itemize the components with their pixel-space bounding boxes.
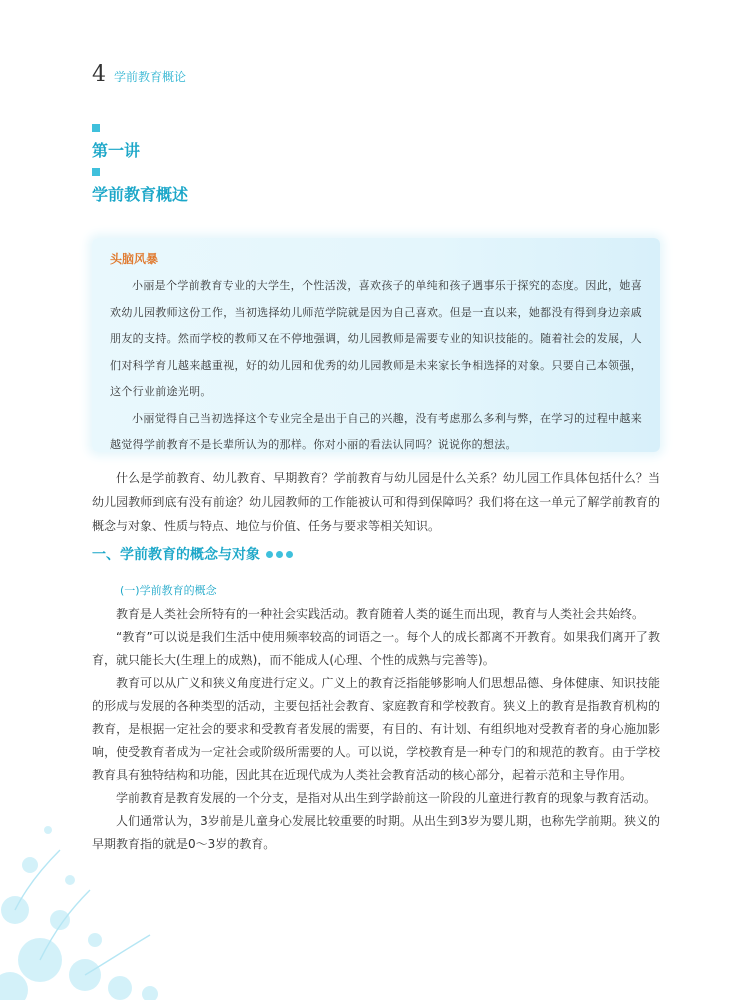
running-title: 学前教育概论 [114,70,187,84]
lecture-number: 第一讲 [92,141,141,160]
lecture-title: 学前教育概述 [92,185,189,204]
intro-block [92,466,660,538]
body-paragraph: 学前教育是教育发展的一个分支，是指对从出生到学龄前这一阶段的儿童进行教育的现象与教育活动。 [116,791,657,805]
body-paragraph: “教育”可以说是我们生活中使用频率较高的词语之一。每个人的成长都离不开教育。如果我们离开了教育，就只能长大(生理上的成熟)，而不能成人(心理、个性的成熟与完善等)。 [92,630,660,667]
lecture-title-block [92,168,188,205]
brainstorm-title: 头脑风暴 [110,252,159,266]
section-heading [92,544,296,564]
lecture-number-block [92,124,140,161]
subsection-title: (一)学前教育的概念 [120,584,217,597]
running-header [92,62,186,87]
section-title: 一、学前教育的概念与对象 [92,547,260,563]
brainstorm-box [92,238,660,452]
square-bullet-icon [92,124,100,132]
page-number: 4 [92,62,106,87]
brainstorm-paragraph: 小丽是个学前教育专业的大学生，个性活泼，喜欢孩子的单纯和孩子遇事乐于探究的态度。因此，她喜欢幼儿园教师这份工作，当初选择幼儿师范学院就是因为自己喜欢。但是一直以来，她都没有得到身边亲戚朋友的支持。然而学校的教师又在不停地强调，幼儿园教师是需要专业的知识技能的。随着社会的发展，人们对科学育儿越来越重视，好的幼儿园和优秀的幼儿园教师是未来家长争相选择的对象。只要自己本领强，这个行业前途光明。 [110,279,642,398]
dots-icon [266,551,296,558]
body-paragraph: 教育可以从广义和狭义角度进行定义。广义上的教育泛指能够影响人们思想品德、身体健康、知识技能的形成与发展的各种类型的活动，主要包括社会教育、家庭教育和学校教育。狭义上的教育是指教育机构的教育，是根据一定社会的要求和受教育者发展的需要，有目的、有计划、有组织地对受教育者的身心施加影响，使受教育者成为一定社会或阶级所需要的人。可以说，学校教育是一种专门的和规范的教育。由于学校教育具有独特结构和功能，因此其在近现代成为人类社会教育活动的核心部分，起着示范和主导作用。 [92,676,660,782]
brainstorm-paragraph: 小丽觉得自己当初选择这个专业完全是出于自己的兴趣，没有考虑那么多利与弊，在学习的过程中越来越觉得学前教育不是长辈所认为的那样。你对小丽的看法认同吗？说说你的想法。 [110,411,642,451]
square-bullet-icon [92,168,100,176]
body-paragraph: 教育是人类社会所特有的一种社会实践活动。教育随着人类的诞生而出现，教育与人类社会共始终。 [116,607,645,621]
body-text [92,603,660,856]
intro-paragraph: 什么是学前教育、幼儿教育、早期教育？学前教育与幼儿园是什么关系？幼儿园工作具体包括什么？当幼儿园教师到底有没有前途？幼儿园教师的工作能被认可和得到保障吗？我们将在这一单元了解学前教育的概念与对象、性质与特点、地位与价值、任务与要求等相关知识。 [92,471,660,533]
body-paragraph: 人们通常认为，3岁前是儿童身心发展比较重要的时期。从出生到3岁为婴儿期，也称先学前期。狭义的早期教育指的就是0～3岁的教育。 [92,814,660,851]
